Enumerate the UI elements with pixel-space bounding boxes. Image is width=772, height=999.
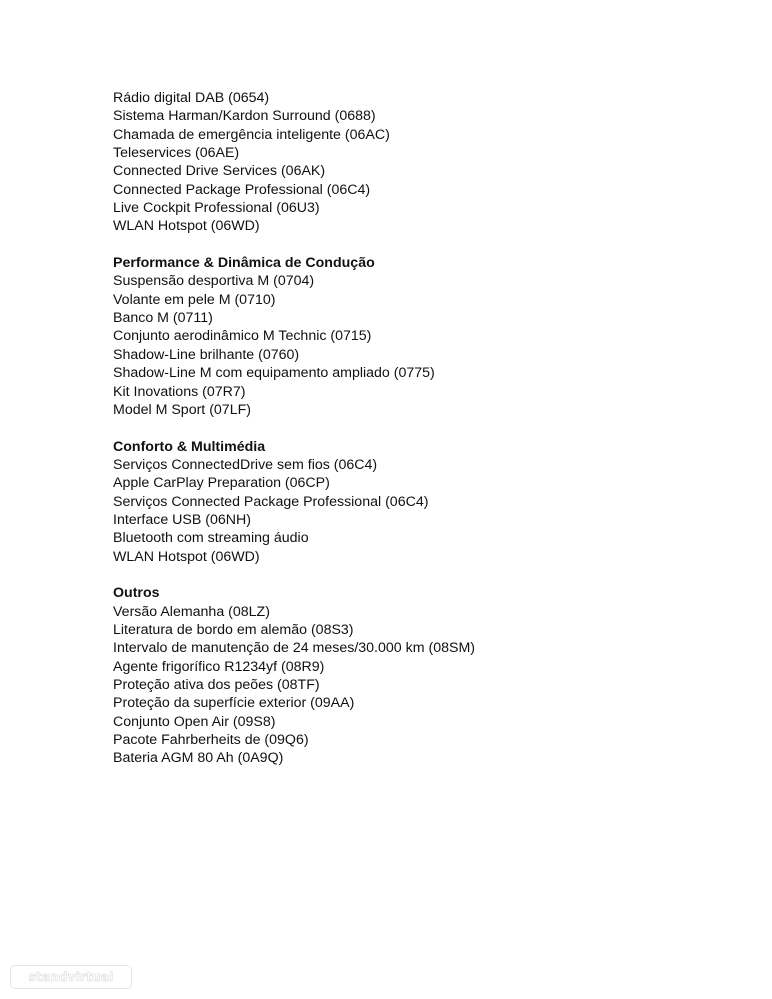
- section-performance: [113, 254, 733, 419]
- list-item: Conjunto aerodinâmico M Technic (0715): [113, 328, 372, 345]
- section-spacer: [113, 566, 733, 584]
- list-item: Suspensão desportiva M (0704): [113, 273, 315, 290]
- list-item: Intervalo de manutenção de 24 meses/30.000 km (08SM): [113, 640, 475, 657]
- section-spacer: [113, 419, 733, 437]
- section-comfort-multimedia: [113, 438, 733, 566]
- list-item: Pacote Fahrberheits de (09Q6): [113, 732, 309, 749]
- list-item: Conjunto Open Air (09S8): [113, 713, 276, 730]
- list-item: Teleservices (06AE): [113, 145, 240, 162]
- section-heading: Conforto & Multimédia: [113, 438, 266, 455]
- list-item: WLAN Hotspot (06WD): [113, 218, 260, 235]
- list-item: Serviços ConnectedDrive sem fios (06C4): [113, 456, 378, 473]
- list-item: Bluetooth com streaming áudio: [113, 530, 309, 547]
- list-item: WLAN Hotspot (06WD): [113, 548, 260, 565]
- list-item: Connected Package Professional (06C4): [113, 181, 371, 198]
- list-item: Agente frigorífico R1234yf (08R9): [113, 658, 325, 675]
- section-heading: Outros: [113, 585, 160, 602]
- list-item: Sistema Harman/Kardon Surround (0688): [113, 108, 376, 125]
- section-infotainment: [113, 89, 733, 236]
- list-item: Serviços Connected Package Professional (06C4): [113, 493, 429, 510]
- list-item: Interface USB (06NH): [113, 511, 251, 528]
- list-item: Volante em pele M (0710): [113, 291, 276, 308]
- list-item: Bateria AGM 80 Ah (0A9Q): [113, 750, 284, 767]
- list-item: Live Cockpit Professional (06U3): [113, 200, 320, 217]
- list-item: Shadow-Line M com equipamento ampliado (0775): [113, 365, 435, 382]
- list-item: Versão Alemanha (08LZ): [113, 603, 270, 620]
- list-item: Kit Inovations (07R7): [113, 383, 246, 400]
- list-item: Rádio digital DAB (0654): [113, 90, 270, 106]
- list-item: Model M Sport (07LF): [113, 401, 251, 418]
- section-heading: Performance & Dinâmica de Condução: [113, 255, 375, 272]
- list-item: Chamada de emergência inteligente (06AC): [113, 126, 390, 143]
- list-item: Proteção ativa dos peões (08TF): [113, 677, 320, 693]
- list-item: Proteção da superfície exterior (09AA): [113, 695, 355, 712]
- section-others: [113, 584, 733, 767]
- list-item: Shadow-Line brilhante (0760): [113, 346, 300, 363]
- list-item: Banco M (0711): [113, 310, 213, 327]
- section-spacer: [113, 236, 733, 254]
- list-item: Literatura de bordo em alemão (08S3): [113, 621, 354, 638]
- watermark-logo: standvirtual: [10, 965, 132, 989]
- list-item: Apple CarPlay Preparation (06CP): [113, 475, 330, 492]
- list-item: Connected Drive Services (06AK): [113, 163, 326, 180]
- equipment-list: [113, 89, 733, 768]
